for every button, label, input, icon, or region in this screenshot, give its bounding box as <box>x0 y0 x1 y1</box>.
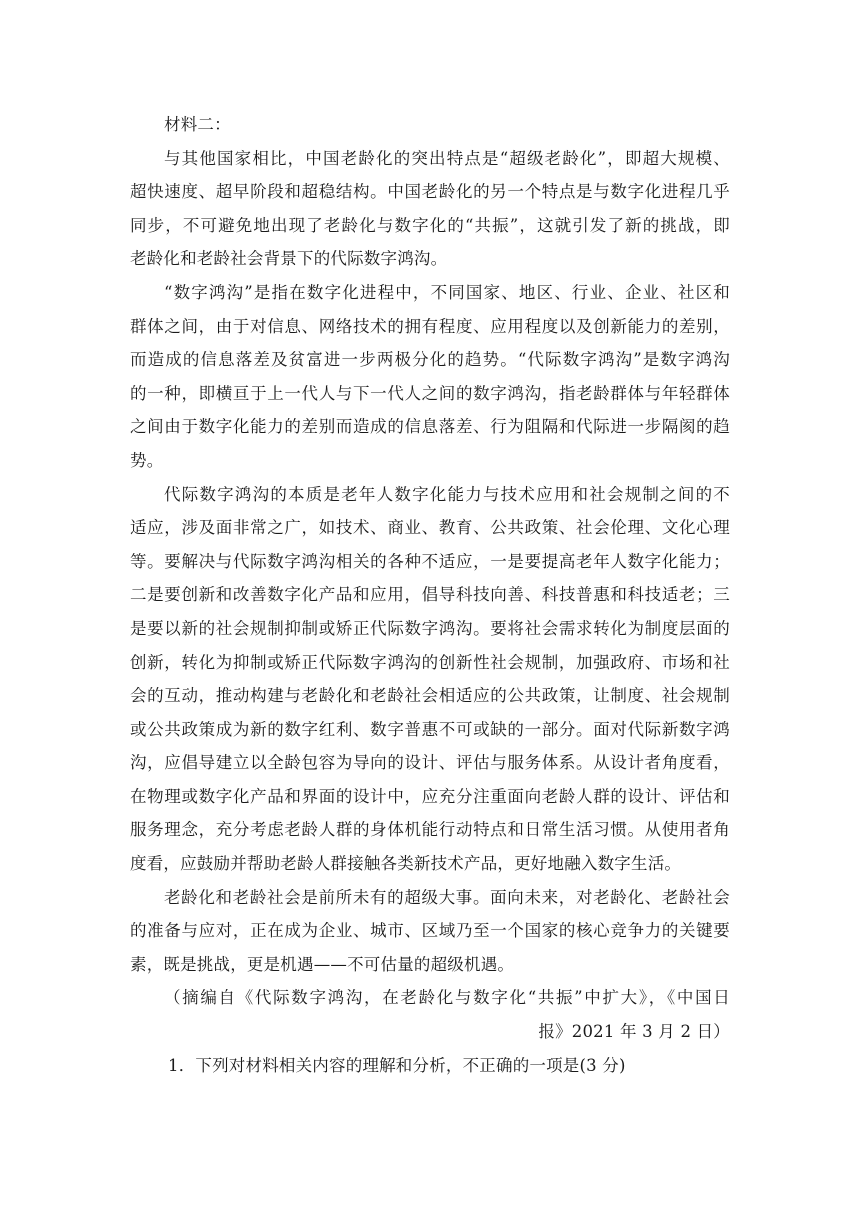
paragraph-line: 沟，应倡导建立以全龄包容为导向的设计、评估与服务体系。从设计者角度看， <box>130 753 730 773</box>
paragraph-3 <box>130 478 730 881</box>
citation-line: （摘编自《代际数字鸿沟，在老龄化与数字化“共振”中扩大》，《中国日 <box>164 988 730 1008</box>
paragraph-line: 二是要创新和改善数字化产品和应用，倡导科技向善、科技普惠和科技适老；三 <box>130 585 730 605</box>
paragraph-line: 代际数字鸿沟的本质是老年人数字化能力与技术应用和社会规制之间的不 <box>164 484 730 504</box>
paragraph-line: “数字鸿沟”是指在数字化进程中，不同国家、地区、行业、企业、社区和 <box>164 282 730 302</box>
citation-line: 报》2021 年 3 月 2 日） <box>538 1022 730 1042</box>
paragraph-line: 而造成的信息落差及贫富进一步两极分化的趋势。“代际数字鸿沟”是数字鸿沟 <box>130 350 730 370</box>
document-body <box>130 108 730 1082</box>
paragraph-line: 等。要解决与代际数字鸿沟相关的各种不适应，一是要提高老年人数字化能力； <box>130 551 730 571</box>
source-citation <box>130 981 730 1048</box>
paragraph-line: 超快速度、超早阶段和超稳结构。中国老龄化的另一个特点是与数字化进程几乎 <box>130 182 730 202</box>
paragraph-line: 服务理念，充分考虑老龄人群的身体机能行动特点和日常生活习惯。从使用者角 <box>130 820 730 840</box>
paragraph-4 <box>130 881 730 982</box>
paragraph-line: 之间由于数字化能力的差别而造成的信息落差、行为阻隔和代际进一步隔阂的趋 <box>130 417 730 437</box>
paragraph-1 <box>130 142 730 276</box>
paragraph-line: 群体之间，由于对信息、网络技术的拥有程度、应用程度以及创新能力的差别， <box>130 316 730 336</box>
paragraph-line: 老龄化和老龄社会背景下的代际数字鸿沟。 <box>130 249 448 269</box>
paragraph-line: 同步，不可避免地出现了老龄化与数字化的“共振”，这就引发了新的挑战，即 <box>130 215 730 235</box>
question-text: 1．下列对材料相关内容的理解和分析，不正确的一项是(3 分) <box>168 1055 626 1075</box>
paragraph-line: 创新，转化为抑制或矫正代际数字鸿沟的创新性社会规制，加强政府、市场和社 <box>130 652 730 672</box>
paragraph-line: 在物理或数字化产品和界面的设计中，应充分注重面向老龄人群的设计、评估和 <box>130 786 730 806</box>
paragraph-line: 的准备与应对，正在成为企业、城市、区域乃至一个国家的核心竞争力的关键要 <box>130 921 730 941</box>
paragraph-line: 或公共政策成为新的数字红利、数字普惠不可或缺的一部分。面对代际新数字鸿 <box>130 719 730 739</box>
paragraph-line: 老龄化和老龄社会是前所未有的超级大事。面向未来，对老龄化、老龄社会 <box>164 887 730 907</box>
paragraph-line: 会的互动，推动构建与老龄化和老龄社会相适应的公共政策，让制度、社会规制 <box>130 686 730 706</box>
paragraph-line: 度看，应鼓励并帮助老龄人群接触各类新技术产品，更好地融入数字生活。 <box>130 854 682 874</box>
paragraph-line: 适应，涉及面非常之广，如技术、商业、教育、公共政策、社会伦理、文化心理 <box>130 518 730 538</box>
paragraph-line: 与其他国家相比，中国老龄化的突出特点是“超级老龄化”，即超大规模、 <box>164 148 730 168</box>
paragraph-line: 的一种，即横亘于上一代人与下一代人之间的数字鸿沟，指老龄群体与年轻群体 <box>130 383 730 403</box>
paragraph-2 <box>130 276 730 478</box>
paragraph-line: 素，既是挑战，更是机遇——不可估量的超级机遇。 <box>130 954 515 974</box>
paragraph-line: 势。 <box>130 450 164 470</box>
section-heading: 材料二： <box>164 115 231 134</box>
paragraph-line: 是要以新的社会规制抑制或矫正代际数字鸿沟。要将社会需求转化为制度层面的 <box>130 618 730 638</box>
